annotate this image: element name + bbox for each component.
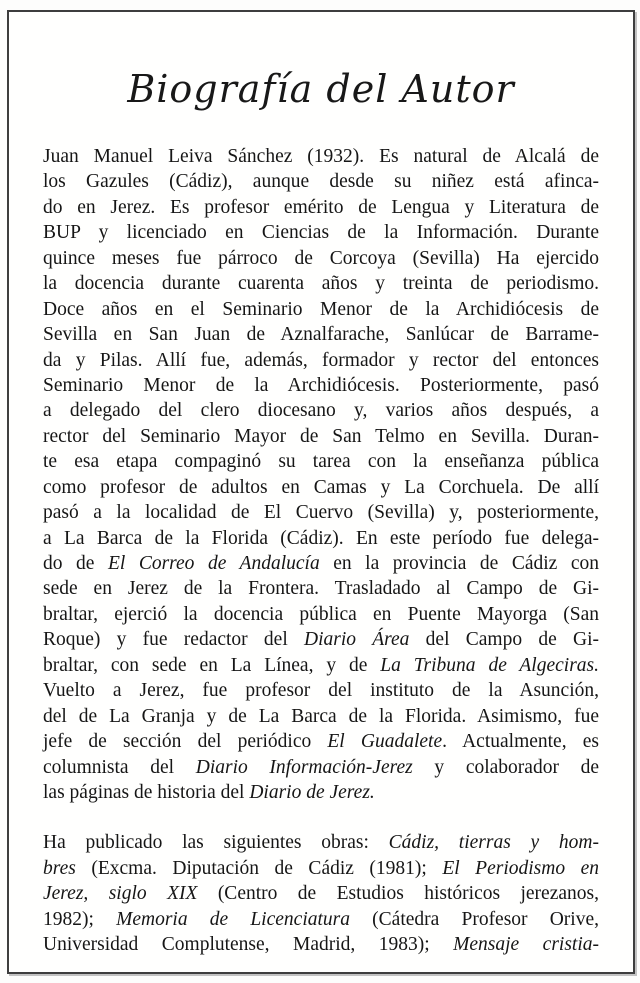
text-line: sede en Jerez de la Frontera. Trasladado al Campo de Gi- [43,578,599,600]
text-line: Ha publicado las siguientes obras: Cádiz, tierras y hom- [43,832,600,854]
text-line: jefe de sección del periódico El Guadalete. Actualmente, es [43,731,599,753]
text-line: Roque) y fue redactor del Diario Área del Campo de Gi- [43,629,599,651]
text-line: braltar, ejerció la docencia pública en Puente Mayorga (San [43,603,599,625]
text-line: Sevilla en San Juan de Aznalfarache, Sanlúcar de Barrame- [43,324,599,346]
text-line: del de La Granja y de La Barca de la Florida. Asimismo, fue [43,705,599,727]
text-line: la docencia durante cuarenta años y treinta de periodismo. [43,273,599,295]
page-border-frame [7,10,635,974]
text-line: a delegado del clero diocesano y, varios años después, a [43,400,599,422]
text-line: Jerez, siglo XIX (Centro de Estudios históricos jerezanos, [43,883,599,905]
text-line: 1982); Memoria de Licenciatura (Cátedra Profesor Orive, [43,908,599,930]
text-line: pasó a la localidad de El Cuervo (Sevilla) y, posteriormente, [43,502,599,524]
text-line: braltar, con sede en La Línea, y de La Tribuna de Algeciras. [43,654,599,676]
text-line: da y Pilas. Allí fue, además, formador y rector del entonces [43,349,599,371]
text-line: Universidad Complutense, Madrid, 1983); Mensaje cristia- [43,934,599,956]
text-line: BUP y licenciado en Ciencias de la Información. Durante [43,222,599,244]
text-line: Seminario Menor de la Archidiócesis. Posteriormente, pasó [43,374,599,396]
text-line: Doce años en el Seminario Menor de la Archidiócesis de [43,298,599,320]
text-line: do de El Correo de Andalucía en la provincia de Cádiz con [43,553,600,574]
text-line: los Gazules (Cádiz), aunque desde su niñez está afinca- [43,171,599,193]
text-line: rector del Seminario Mayor de San Telmo en Sevilla. Duran- [43,425,599,447]
paragraph-publications [43,830,599,957]
text-line: a La Barca de la Florida (Cádiz). En este período fue delega- [43,527,599,549]
page-content [9,58,633,958]
body-text [43,144,599,958]
text-line: quince meses fue párroco de Corcoya (Sevilla) Ha ejercido [43,247,599,269]
page-title: Biografía del Autor [127,67,515,111]
text-line: Juan Manuel Leiva Sánchez (1932). Es natural de Alcalá de [43,146,599,167]
text-line: do en Jerez. Es profesor emérito de Lengua y Literatura de [43,196,599,218]
text-line: bres (Excma. Diputación de Cádiz (1981); El Periodismo en [43,857,599,879]
text-line: columnista del Diario Información-Jerez y colaborador de [43,756,600,778]
text-line: te esa etapa compaginó su tarea con la enseñanza pública [43,451,599,473]
text-line: como profesor de adultos en Camas y La Corchuela. De allí [43,476,599,498]
text-line: las páginas de historia del Diario de Jerez. [43,781,375,803]
paragraph-biography [43,144,599,805]
text-line: Vuelto a Jerez, fue profesor del instituto de la Asunción, [43,680,599,702]
